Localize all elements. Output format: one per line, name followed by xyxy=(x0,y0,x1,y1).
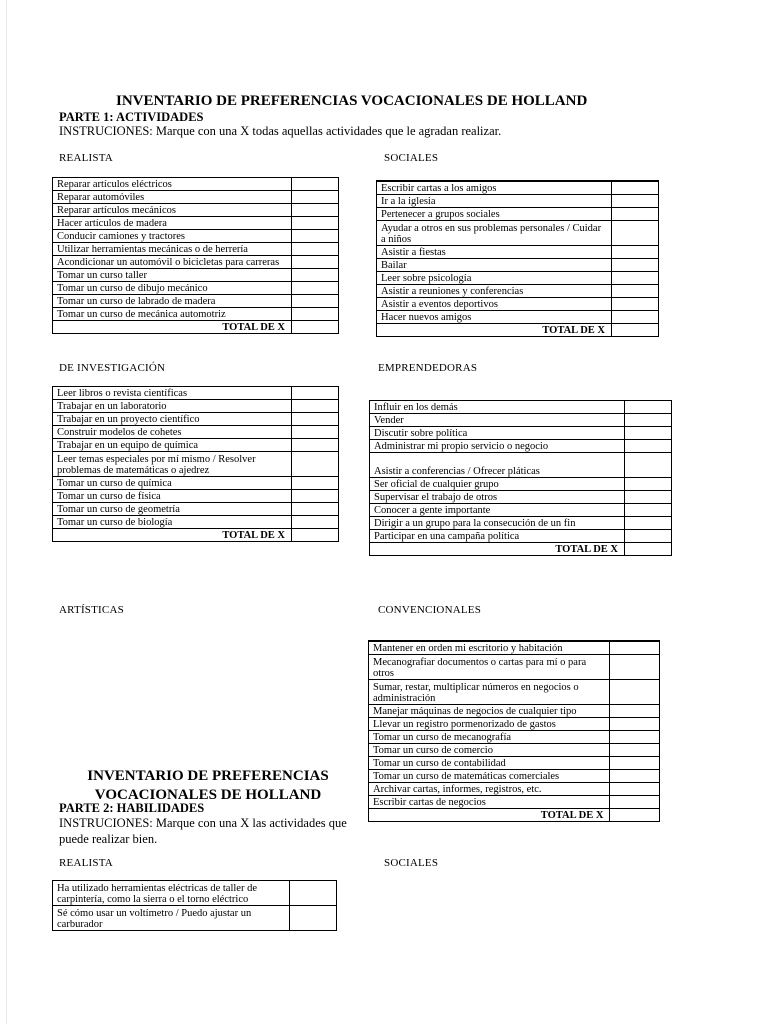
table-realista xyxy=(52,177,339,334)
activity-label: Escribir cartas de negocios xyxy=(369,796,610,809)
activity-label: Ayudar a otros en sus problemas personales / Cuidar a niños xyxy=(377,221,612,246)
mark-cell[interactable] xyxy=(292,243,339,256)
activity-label: Manejar máquinas de negocios de cualquier tipo xyxy=(369,705,610,718)
mark-cell[interactable] xyxy=(625,401,672,414)
mark-cell[interactable] xyxy=(292,490,339,503)
instructions: INSTRUCIONES: Marque con una X todas aquellas actividades que le agradan realizar. xyxy=(59,124,502,138)
mark-cell[interactable] xyxy=(612,195,659,208)
mark-cell[interactable] xyxy=(610,641,660,655)
activity-label: Tomar un curso de matemáticas comerciales xyxy=(369,770,610,783)
total-cell[interactable] xyxy=(625,543,672,556)
mark-cell[interactable] xyxy=(292,217,339,230)
activity-label: Influir en los demás xyxy=(370,401,625,414)
mark-cell[interactable] xyxy=(292,178,339,191)
table-row xyxy=(53,295,339,308)
total-row xyxy=(369,809,660,822)
table-row xyxy=(53,413,339,426)
mark-cell[interactable] xyxy=(610,757,660,770)
activity-label: Sumar, restar, multiplicar números en negocios o administración xyxy=(369,680,610,705)
activity-label: Tomar un curso de geometría xyxy=(53,503,292,516)
table-row xyxy=(370,401,672,414)
activity-label: Construir modelos de cohetes xyxy=(53,426,292,439)
mark-cell[interactable] xyxy=(612,285,659,298)
table-row xyxy=(377,298,659,311)
mark-cell[interactable] xyxy=(612,272,659,285)
mark-cell[interactable] xyxy=(625,478,672,491)
mark-cell[interactable] xyxy=(612,208,659,221)
table-row xyxy=(370,478,672,491)
activity-label: Tomar un curso de dibujo mecánico xyxy=(53,282,292,295)
total-row xyxy=(53,529,339,542)
instructions-part2: INSTRUCIONES: Marque con una X las actividades que puede realizar bien. xyxy=(59,816,347,846)
mark-cell[interactable] xyxy=(292,308,339,321)
activity-label: Ser oficial de cualquier grupo xyxy=(370,478,625,491)
activity-label: Tomar un curso taller xyxy=(53,269,292,282)
activity-label: Asistir a fiestas xyxy=(377,246,612,259)
table-row xyxy=(53,308,339,321)
mark-cell[interactable] xyxy=(610,655,660,680)
mark-cell[interactable] xyxy=(290,906,337,931)
total-cell[interactable] xyxy=(292,321,339,334)
mark-cell[interactable] xyxy=(292,516,339,529)
table-row xyxy=(53,243,339,256)
mark-cell[interactable] xyxy=(292,230,339,243)
activity-label: Archivar cartas, informes, registros, etc. xyxy=(369,783,610,796)
part-label-part2: PARTE 2: HABILIDADES xyxy=(59,801,205,815)
mark-cell[interactable] xyxy=(612,259,659,272)
activity-label: Asistir a reuniones y conferencias xyxy=(377,285,612,298)
mark-cell[interactable] xyxy=(610,796,660,809)
mark-cell[interactable] xyxy=(292,503,339,516)
table-realista-part2 xyxy=(52,880,337,931)
activity-label: Tomar un curso de comercio xyxy=(369,744,610,757)
section-heading-emprendedoras: EMPRENDEDORAS xyxy=(378,362,478,374)
activity-label: Tomar un curso de labrado de madera xyxy=(53,295,292,308)
table-row xyxy=(370,427,672,440)
activity-label: Discutir sobre política xyxy=(370,427,625,440)
table-row xyxy=(369,680,660,705)
mark-cell[interactable] xyxy=(610,770,660,783)
section-heading-realista: REALISTA xyxy=(59,152,113,164)
activity-label: Administrar mi propio servicio o negocio xyxy=(370,440,625,453)
mark-cell[interactable] xyxy=(625,427,672,440)
mark-cell[interactable] xyxy=(610,705,660,718)
mark-cell[interactable] xyxy=(292,256,339,269)
activity-label: Utilizar herramientas mecánicas o de herrería xyxy=(53,243,292,256)
mark-cell[interactable] xyxy=(292,204,339,217)
activity-label: Hacer nuevos amigos xyxy=(377,311,612,324)
mark-cell[interactable] xyxy=(625,517,672,530)
mark-cell[interactable] xyxy=(612,246,659,259)
mark-cell[interactable] xyxy=(292,295,339,308)
mark-cell[interactable] xyxy=(292,400,339,413)
mark-cell[interactable] xyxy=(610,744,660,757)
table-row xyxy=(370,414,672,427)
table-row xyxy=(370,453,672,478)
table-row xyxy=(377,259,659,272)
activity-label: Reparar artículos eléctricos xyxy=(53,178,292,191)
activity-label: Tomar un curso de mecanografía xyxy=(369,731,610,744)
table-row xyxy=(53,230,339,243)
activity-label: Trabajar en un proyecto científico xyxy=(53,413,292,426)
total-row xyxy=(377,324,659,337)
activity-label: Supervisar el trabajo de otros xyxy=(370,491,625,504)
mark-cell[interactable] xyxy=(290,881,337,906)
activity-label: Tomar un curso de física xyxy=(53,490,292,503)
activity-label: Ha utilizado herramientas eléctricas de taller de carpintería, como la sierra o el torno eléctrico xyxy=(53,881,290,906)
total-label: TOTAL DE X xyxy=(377,324,612,337)
table-row xyxy=(369,705,660,718)
table-row xyxy=(53,400,339,413)
activity-label: Tomar un curso de química xyxy=(53,477,292,490)
activity-label: Llevar un registro pormenorizado de gastos xyxy=(369,718,610,731)
activity-label: Escribir cartas a los amigos xyxy=(377,181,612,195)
mark-cell[interactable] xyxy=(625,530,672,543)
mark-cell[interactable] xyxy=(292,413,339,426)
activity-label: Mantener en orden mi escritorio y habitación xyxy=(369,641,610,655)
mark-cell[interactable] xyxy=(610,783,660,796)
table-row xyxy=(370,530,672,543)
table-row xyxy=(377,311,659,324)
section-heading-convencionales: CONVENCIONALES xyxy=(378,604,482,616)
mark-cell[interactable] xyxy=(625,414,672,427)
activity-label: Acondicionar un automóvil o bicicletas para carreras xyxy=(53,256,292,269)
table-row xyxy=(377,221,659,246)
page-title-part2: INVENTARIO DE PREFERENCIAS VOCACIONALES DE HOLLAND xyxy=(87,768,329,803)
part-label: PARTE 1: ACTIVIDADES xyxy=(59,110,204,124)
mark-cell[interactable] xyxy=(612,298,659,311)
table-row xyxy=(53,516,339,529)
table-row xyxy=(53,906,337,931)
mark-cell[interactable] xyxy=(292,387,339,400)
activity-label: Mecanografiar documentos o cartas para mí o para otros xyxy=(369,655,610,680)
total-label: TOTAL DE X xyxy=(370,543,625,556)
table-row xyxy=(53,256,339,269)
table-row xyxy=(369,796,660,809)
table-row xyxy=(53,204,339,217)
mark-cell[interactable] xyxy=(292,282,339,295)
table-row xyxy=(369,783,660,796)
mark-cell[interactable] xyxy=(292,477,339,490)
activity-label: Sé cómo usar un voltímetro / Puedo ajustar un carburador xyxy=(53,906,290,931)
activity-label: Conducir camiones y tractores xyxy=(53,230,292,243)
mark-cell[interactable] xyxy=(625,504,672,517)
table-row xyxy=(377,208,659,221)
table-row xyxy=(369,731,660,744)
activity-label: Pertenecer a grupos sociales xyxy=(377,208,612,221)
table-row xyxy=(369,718,660,731)
table-row xyxy=(369,770,660,783)
total-label: TOTAL DE X xyxy=(53,321,292,334)
activity-label: Tomar un curso de mecánica automotriz xyxy=(53,308,292,321)
mark-cell[interactable] xyxy=(625,440,672,453)
table-row xyxy=(377,272,659,285)
activity-label: Trabajar en un equipo de química xyxy=(53,439,292,452)
table-row xyxy=(53,881,337,906)
table-row xyxy=(369,641,660,655)
section-heading-investigacion: DE INVESTIGACIÓN xyxy=(59,362,166,374)
table-row xyxy=(53,387,339,400)
activity-label: Bailar xyxy=(377,259,612,272)
table-row xyxy=(53,426,339,439)
table-row xyxy=(53,191,339,204)
total-label: TOTAL DE X xyxy=(53,529,292,542)
table-row xyxy=(369,744,660,757)
activity-label: Tomar un curso de biología xyxy=(53,516,292,529)
activity-label: Asistir a conferencias / Ofrecer pláticas xyxy=(370,453,625,478)
activity-label: Asistir a eventos deportivos xyxy=(377,298,612,311)
activity-label: Tomar un curso de contabilidad xyxy=(369,757,610,770)
section-heading-realista-part2: REALISTA xyxy=(59,857,113,869)
activity-label: Conocer a gente importante xyxy=(370,504,625,517)
table-row xyxy=(377,195,659,208)
page-edge xyxy=(6,0,7,1024)
total-label: TOTAL DE X xyxy=(369,809,610,822)
table-row xyxy=(377,285,659,298)
mark-cell[interactable] xyxy=(610,731,660,744)
mark-cell[interactable] xyxy=(292,452,339,477)
total-row xyxy=(370,543,672,556)
total-cell[interactable] xyxy=(612,324,659,337)
mark-cell[interactable] xyxy=(612,181,659,195)
table-investigacion xyxy=(52,386,339,542)
activity-label: Vender xyxy=(370,414,625,427)
mark-cell[interactable] xyxy=(625,453,672,478)
table-row xyxy=(53,217,339,230)
table-row xyxy=(377,246,659,259)
activity-label: Reparar automóviles xyxy=(53,191,292,204)
table-row xyxy=(53,178,339,191)
table-sociales xyxy=(376,180,659,337)
activity-label: Dirigir a un grupo para la consecución de un fin xyxy=(370,517,625,530)
activity-label: Leer libros o revista científicas xyxy=(53,387,292,400)
table-convencionales xyxy=(368,640,660,822)
table-row xyxy=(370,517,672,530)
mark-cell[interactable] xyxy=(292,439,339,452)
mark-cell[interactable] xyxy=(612,311,659,324)
mark-cell[interactable] xyxy=(625,491,672,504)
mark-cell[interactable] xyxy=(292,191,339,204)
section-heading-sociales: SOCIALES xyxy=(384,152,439,164)
total-cell[interactable] xyxy=(610,809,660,822)
table-row xyxy=(370,491,672,504)
mark-cell[interactable] xyxy=(610,718,660,731)
activity-label: Hacer artículos de madera xyxy=(53,217,292,230)
activity-label: Trabajar en un laboratorio xyxy=(53,400,292,413)
page-title: INVENTARIO DE PREFERENCIAS VOCACIONALES DE HOLLAND xyxy=(116,93,588,109)
activity-label: Leer sobre psicología xyxy=(377,272,612,285)
table-row xyxy=(53,503,339,516)
activity-label: Participar en una campaña política xyxy=(370,530,625,543)
table-row xyxy=(370,440,672,453)
total-cell[interactable] xyxy=(292,529,339,542)
table-row xyxy=(53,282,339,295)
table-row xyxy=(369,655,660,680)
table-row xyxy=(53,477,339,490)
activity-label: Leer temas especiales por mí mismo / Resolver problemas de matemáticas o ajedrez xyxy=(53,452,292,477)
section-heading-sociales-part2: SOCIALES xyxy=(384,857,439,869)
table-emprendedoras xyxy=(369,400,672,556)
table-row xyxy=(53,439,339,452)
mark-cell[interactable] xyxy=(610,680,660,705)
section-heading-artisticas: ARTÍSTICAS xyxy=(59,604,124,616)
table-row xyxy=(377,181,659,195)
activity-label: Reparar artículos mecánicos xyxy=(53,204,292,217)
mark-cell[interactable] xyxy=(292,426,339,439)
mark-cell[interactable] xyxy=(612,221,659,246)
activity-label: Ir a la iglesia xyxy=(377,195,612,208)
mark-cell[interactable] xyxy=(292,269,339,282)
total-row xyxy=(53,321,339,334)
table-row xyxy=(370,504,672,517)
table-row xyxy=(369,757,660,770)
table-row xyxy=(53,452,339,477)
table-row xyxy=(53,490,339,503)
table-row xyxy=(53,269,339,282)
